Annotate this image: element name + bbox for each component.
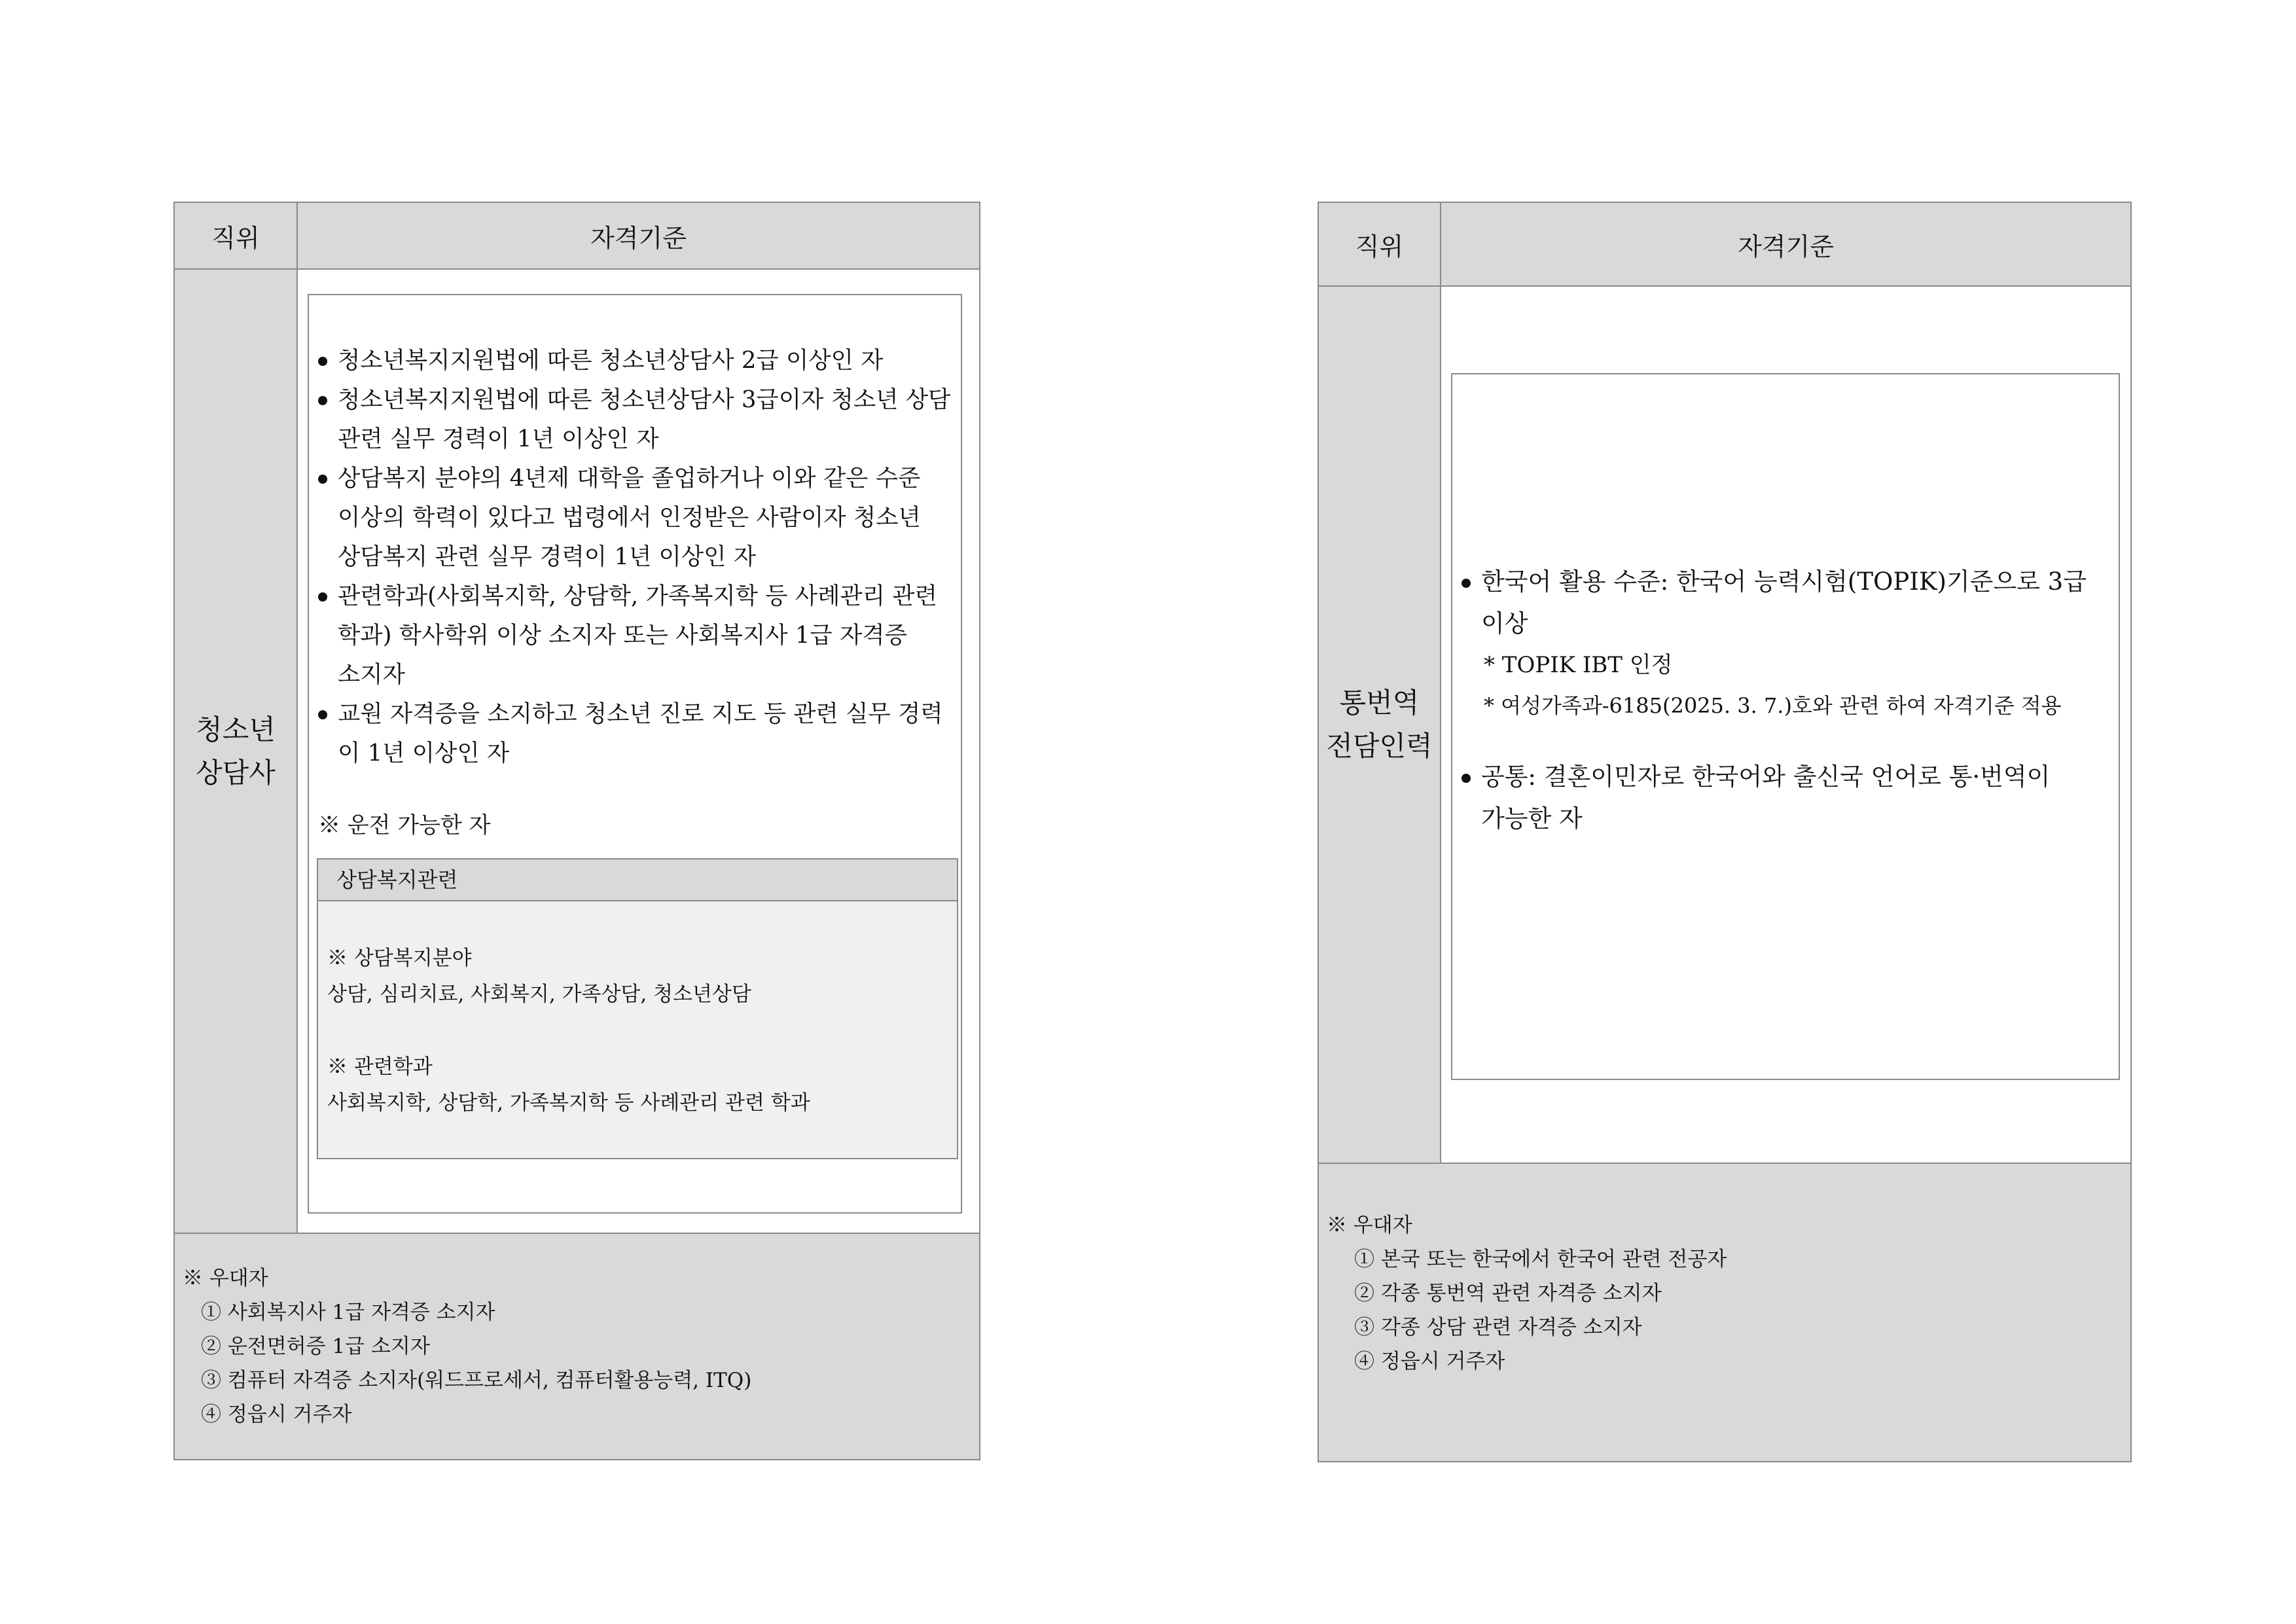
right-criteria-cell bbox=[1440, 285, 2132, 1164]
left-criteria-cell bbox=[296, 268, 980, 1234]
criteria-item-4: 관련학과(사회복지학, 상담학, 가족복지학 등 사례관리 관련 학과) 학사학위 이상 소지자 또는 사회복지사 1급 자격증 소지자 bbox=[315, 577, 957, 695]
criteria-item-5: 교원 자격증을 소지하고 청소년 진로 지도 등 관련 실무 경력 이 1년 이상인 자 bbox=[315, 695, 957, 773]
left-criteria-list bbox=[315, 341, 957, 773]
right-preferred-cell bbox=[1318, 1163, 2132, 1462]
right-header-criteria: 자격기준 bbox=[1738, 232, 1834, 261]
women-family-note: * 여성가족과-6185(2025. 3. 7.)호와 관련 하여 자격기준 적용 bbox=[1484, 693, 2062, 718]
left-table bbox=[173, 202, 980, 1460]
right-criteria-list bbox=[1459, 561, 2113, 645]
common-item: 공통: 결혼이민자로 한국어와 출신국 언어로 통·번역이 가능한 자 bbox=[1459, 756, 2113, 840]
right-criteria-inner-box bbox=[1451, 373, 2120, 1080]
criteria-item-2: 청소년복지지원법에 따른 청소년상담사 3급이자 청소년 상담 관련 실무 경력이 1년 이상인 자 bbox=[315, 380, 957, 459]
korean-level-item: 한국어 활용 수준: 한국어 능력시험(TOPIK)기준으로 3급 이상 bbox=[1459, 561, 2113, 645]
field-value: 상담, 심리치료, 사회복지, 가족상담, 청소년상담 bbox=[327, 983, 751, 1006]
right-header-position: 직위 bbox=[1355, 232, 1404, 261]
right-role-title: 통번역 전담인력 bbox=[1326, 687, 1433, 762]
field-label: ※ 상담복지분야 bbox=[327, 947, 472, 970]
topik-ibt-note: * TOPIK IBT 인정 bbox=[1484, 652, 1673, 678]
preferred-title: ※ 우대자 bbox=[183, 1267, 268, 1290]
preferred-item-3: ③ 각종 상담 관련 자격증 소지자 bbox=[1354, 1316, 1642, 1339]
dept-label: ※ 관련학과 bbox=[327, 1055, 433, 1079]
left-header-position-cell bbox=[173, 202, 298, 270]
right-header-position-cell bbox=[1318, 202, 1441, 287]
dept-value: 사회복지학, 상담학, 가족복지학 등 사례관리 관련 학과 bbox=[327, 1091, 810, 1115]
left-header-criteria-cell bbox=[296, 202, 980, 270]
right-preferred-list bbox=[1327, 1208, 1727, 1379]
preferred-item-2: ② 각종 통번역 관련 자격증 소지자 bbox=[1354, 1282, 1662, 1305]
counseling-welfare-box-body bbox=[318, 901, 957, 1121]
criteria-item-3: 상담복지 분야의 4년제 대학을 졸업하거나 이와 같은 수준 이상의 학력이 있다고 법령에서 인정받은 사람이자 청소년 상담복지 관련 실무 경력이 1년 이상인 자 bbox=[315, 459, 957, 577]
left-criteria-inner-box bbox=[308, 294, 962, 1214]
left-role-cell bbox=[173, 268, 298, 1234]
criteria-item-1: 청소년복지지원법에 따른 청소년상담사 2급 이상인 자 bbox=[315, 341, 957, 380]
preferred-item-1: ① 사회복지사 1급 자격증 소지자 bbox=[201, 1301, 495, 1324]
right-table bbox=[1318, 202, 2132, 1462]
right-criteria-list-2 bbox=[1459, 756, 2113, 840]
right-role-cell bbox=[1318, 285, 1441, 1164]
left-header-position: 직위 bbox=[211, 223, 260, 253]
left-preferred-cell bbox=[173, 1233, 980, 1460]
preferred-item-2: ② 운전면허증 1급 소지자 bbox=[201, 1335, 430, 1358]
left-header-criteria: 자격기준 bbox=[590, 223, 687, 253]
preferred-title: ※ 우대자 bbox=[1327, 1214, 1412, 1237]
preferred-item-4: ④ 정읍시 거주자 bbox=[201, 1403, 352, 1426]
driving-note: ※ 운전 가능한 자 bbox=[318, 812, 491, 839]
counseling-welfare-box-title: 상담복지관련 bbox=[318, 859, 957, 901]
preferred-item-1: ① 본국 또는 한국에서 한국어 관련 전공자 bbox=[1354, 1248, 1727, 1271]
right-header-criteria-cell bbox=[1440, 202, 2132, 287]
preferred-item-3: ③ 컴퓨터 자격증 소지자(워드프로세서, 컴퓨터활용능력, ITQ) bbox=[201, 1369, 752, 1392]
preferred-item-4: ④ 정읍시 거주자 bbox=[1354, 1350, 1505, 1373]
left-preferred-list bbox=[183, 1261, 751, 1432]
left-role-title: 청소년 상담사 bbox=[196, 713, 276, 789]
counseling-welfare-box bbox=[317, 858, 958, 1159]
